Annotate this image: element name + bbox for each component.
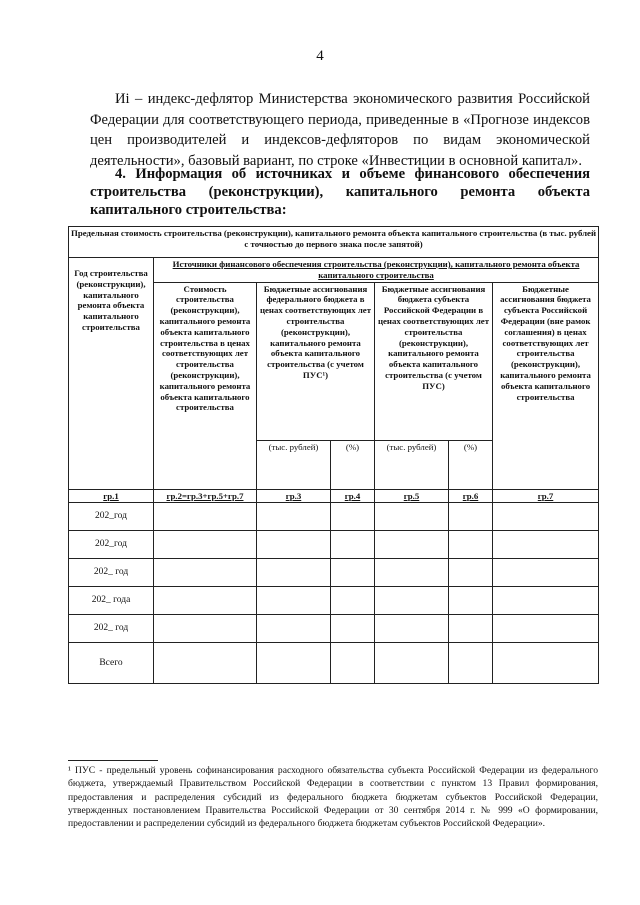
cell[interactable] bbox=[375, 559, 449, 587]
header-total-cost: Стоимость строительства (реконструкции), капитального ремонта объекта капитального строительства в ценах соответствующих лет строительства (реконструкции), капитального ремонта объекта капитального строительства bbox=[154, 282, 257, 489]
page-number: 4 bbox=[316, 48, 324, 64]
header-regional: Бюджетные ассигнования бюджета субъекта Российской Федерации в ценах соответствующих лет строительства (реконструкции), капитального ремонта объекта капитального строительства (с учетом ПУС) bbox=[375, 282, 493, 440]
cell[interactable] bbox=[449, 503, 493, 531]
table-row bbox=[69, 587, 599, 615]
cell[interactable] bbox=[493, 587, 599, 615]
cell[interactable] bbox=[375, 615, 449, 643]
row-year: 202_ года bbox=[69, 587, 154, 615]
unit-federal-pct: (%) bbox=[331, 440, 375, 489]
cell[interactable] bbox=[154, 587, 257, 615]
table-row bbox=[69, 531, 599, 559]
cell[interactable] bbox=[257, 643, 331, 684]
unit-regional-pct: (%) bbox=[449, 440, 493, 489]
header-year: Год строительства (реконструкции), капитального ремонта объекта капитального строительства bbox=[69, 258, 154, 490]
cell[interactable] bbox=[331, 559, 375, 587]
cell[interactable] bbox=[154, 559, 257, 587]
cell[interactable] bbox=[449, 615, 493, 643]
unit-federal-rub: (тыс. рублей) bbox=[257, 440, 331, 489]
row-year: 202_год bbox=[69, 531, 154, 559]
header-regional-outside: Бюджетные ассигнования бюджета субъекта Российской Федерации (вне рамок соглашения) в ценах соответствующих лет строительства (реконструкции), капитального ремонта объекта капитального строительства bbox=[493, 282, 599, 489]
footnote: ¹ ПУС - предельный уровень софинансирования расходного обязательства субъекта Российской Федерации из федерального бюджета, утверждаемый Правительством Российской Федерации в соответствии с пунктом 13 Правил формирования, предоставления и распределения субсидий из федерального бюджета бюджетам субъектов Российской Федерации, утвержденных постановлением Правительства Российской Федерации от 30 сентября 2014 г. № 999 «О формировании, предоставлении и распределении субсидий из федерального бюджета бюджетам субъектов Российской Федерации». bbox=[68, 765, 598, 830]
cell[interactable] bbox=[493, 503, 599, 531]
cell[interactable] bbox=[257, 503, 331, 531]
cell[interactable] bbox=[331, 615, 375, 643]
cell[interactable] bbox=[257, 615, 331, 643]
row-year: 202_ год bbox=[69, 559, 154, 587]
cell[interactable] bbox=[449, 587, 493, 615]
cell[interactable] bbox=[257, 531, 331, 559]
cell[interactable] bbox=[449, 531, 493, 559]
table-row bbox=[69, 559, 599, 587]
cell[interactable] bbox=[493, 615, 599, 643]
row-year: 202_ год bbox=[69, 615, 154, 643]
cell[interactable] bbox=[449, 643, 493, 684]
cell[interactable] bbox=[375, 587, 449, 615]
table-row-total bbox=[69, 643, 599, 684]
section-heading: 4. Информация об источниках и объеме финансового обеспечения строительства (реконструкции), капитального ремонта объекта капитального строительства: bbox=[90, 166, 590, 218]
cell[interactable] bbox=[331, 587, 375, 615]
row-year: 202_год bbox=[69, 503, 154, 531]
cell[interactable] bbox=[331, 503, 375, 531]
cell[interactable] bbox=[449, 559, 493, 587]
gr-label: гр.7 bbox=[493, 489, 599, 503]
cell[interactable] bbox=[331, 531, 375, 559]
intro-paragraph: Иi – индекс-дефлятор Министерства экономического развития Российской Федерации для соответствующего периода, приведенные в «Прогнозе индексов цен производителей и индексов-дефляторов по видам экономической деятельности», базовый вариант, по строке «Инвестиции в основной капитал». bbox=[90, 91, 590, 169]
header-federal: Бюджетные ассигнования федерального бюджета в ценах соответствующих лет строительства (реконструкции), капитального ремонта объекта капитального строительства (с учетом ПУС¹) bbox=[257, 282, 375, 440]
financing-table bbox=[68, 226, 599, 684]
gr-label: гр.3 bbox=[257, 489, 331, 503]
cell[interactable] bbox=[154, 531, 257, 559]
gr-label: гр.5 bbox=[375, 489, 449, 503]
gr-label: гр.1 bbox=[69, 489, 154, 503]
gr-label: гр.4 bbox=[331, 489, 375, 503]
unit-regional-rub: (тыс. рублей) bbox=[375, 440, 449, 489]
cell[interactable] bbox=[375, 643, 449, 684]
header-sources: Источники финансового обеспечения строительства (реконструкции), капитального ремонта объекта капитального строительства bbox=[154, 258, 599, 283]
cell[interactable] bbox=[493, 559, 599, 587]
cell[interactable] bbox=[493, 643, 599, 684]
cell[interactable] bbox=[375, 503, 449, 531]
cell[interactable] bbox=[257, 559, 331, 587]
cell[interactable] bbox=[257, 587, 331, 615]
table-row bbox=[69, 503, 599, 531]
cell[interactable] bbox=[375, 531, 449, 559]
row-total-label: Всего bbox=[69, 643, 154, 684]
table-row bbox=[69, 615, 599, 643]
cell[interactable] bbox=[331, 643, 375, 684]
table-title: Предельная стоимость строительства (реконструкции), капитального ремонта объекта капитального строительства (в тыс. рублей с точностью до первого знака после запятой) bbox=[69, 227, 599, 258]
cell[interactable] bbox=[154, 503, 257, 531]
gr-label: гр.2=гр.3+гр.5+гр.7 bbox=[154, 489, 257, 503]
cell[interactable] bbox=[154, 615, 257, 643]
cell[interactable] bbox=[493, 531, 599, 559]
gr-label: гр.6 bbox=[449, 489, 493, 503]
cell[interactable] bbox=[154, 643, 257, 684]
footnote-separator bbox=[68, 760, 158, 761]
